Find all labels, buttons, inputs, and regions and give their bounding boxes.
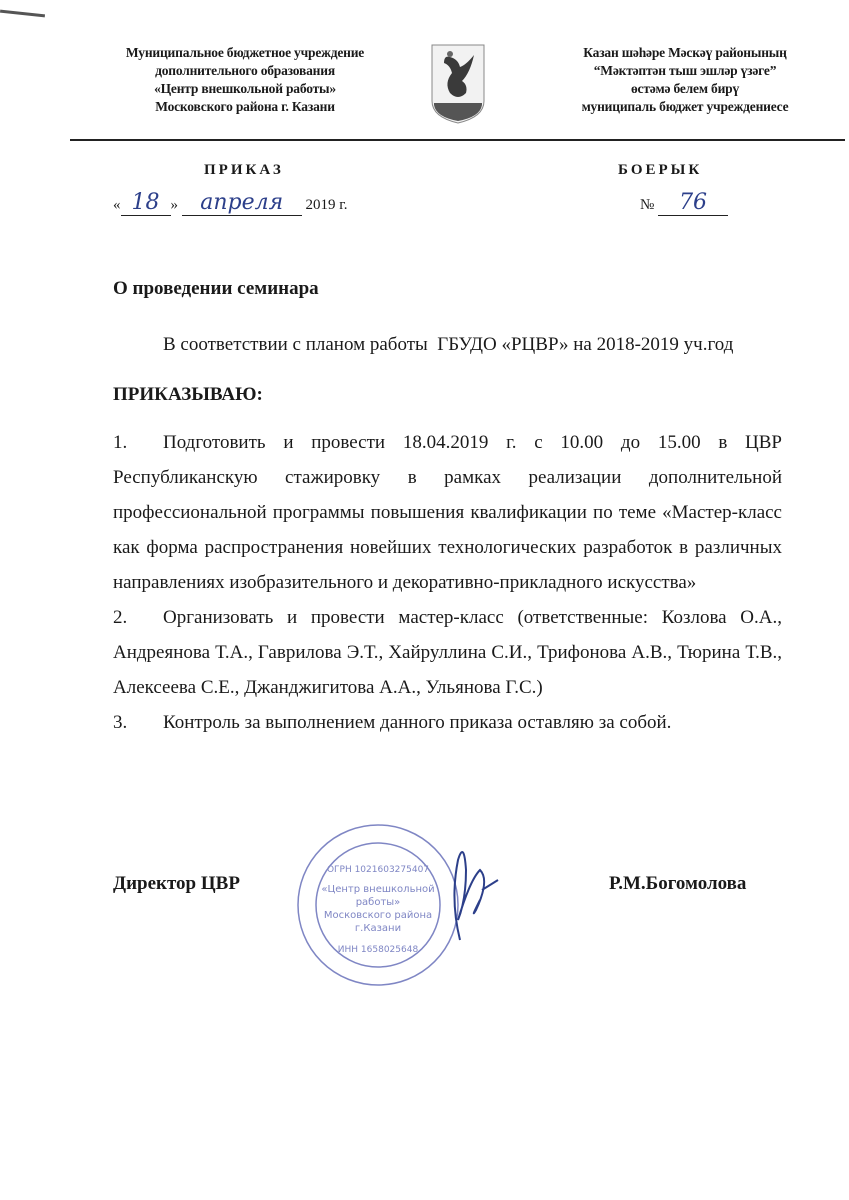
header-left-line: Муниципальное бюджетное учреждение: [125, 45, 365, 60]
signatory-position: Директор ЦВР: [113, 873, 240, 894]
header-left-line: дополнительного образования: [155, 63, 335, 78]
preamble: В соответствии с планом работы ГБУДО «РЦВР» на 2018-2019 уч.год: [163, 334, 734, 355]
header-right-line: Казан шәһәре Мәскәү районының: [583, 45, 787, 60]
stamp-line: Московского района: [323, 910, 433, 921]
header-right-line: “Мәктәптән тыш эшләр үзәге”: [593, 63, 777, 78]
order-title-ru: ПРИКАЗ: [204, 162, 284, 178]
scan-artifact: [0, 10, 45, 18]
stamp-line: работы»: [355, 897, 401, 908]
directive: ПРИКАЗЫВАЮ:: [113, 384, 263, 405]
date-year: 2019 г.: [305, 197, 348, 213]
header-right-line: муниципаль бюджет учреждениесе: [581, 99, 789, 114]
list-item: [113, 705, 782, 740]
item-text: Контроль за выполнением данного приказа оставляю за собой.: [163, 712, 672, 733]
quote: «: [113, 197, 121, 213]
coat-of-arms-emblem: [430, 43, 486, 125]
date-month: апреля: [182, 190, 302, 216]
order-title-tt: БОЕРЫК: [618, 162, 703, 178]
order-items: [113, 425, 782, 740]
stamp-line: «Центр внешкольной: [321, 884, 435, 895]
item-text: Подготовить и провести 18.04.2019 г. с 10.00 до 15.00 в ЦВР Республиканскую стажировку в рамках реализации дополнительной профессиональной программы повышения квалификации по теме «Мастер-класс как форма распространения новейших технологических разработок в различных направлениях изобразительного и декоративно-прикладного искусства»: [113, 432, 782, 593]
subject: О проведении семинара: [113, 278, 319, 299]
list-item: [113, 425, 782, 600]
handwritten-signature: [440, 840, 500, 950]
stamp-ogrn: ОГРН 1021603275407: [326, 865, 430, 875]
header-left-line: «Центр внешкольной работы»: [154, 81, 336, 96]
date-day: 18: [121, 190, 171, 216]
order-number: [640, 190, 728, 216]
number-value: 76: [658, 190, 728, 216]
signatory-name: Р.М.Богомолова: [609, 873, 747, 894]
item-text: Организовать и провести мастер-класс (ответственные: Козлова О.А., Андреянова Т.А., Гаврилова Э.Т., Хайруллина С.И., Трифонова А.В., Тюрина Т.В., Алексеева С.Е., Джанджигитова А.А., Ульянова Г.С.): [113, 607, 782, 698]
order-date: [113, 190, 347, 216]
quote: »: [170, 197, 178, 213]
item-number: 2.: [113, 607, 128, 628]
list-item: [113, 600, 782, 705]
header-right-line: өстәмә белем бирү: [630, 81, 739, 96]
official-stamp: [293, 820, 463, 990]
item-number: 1.: [113, 432, 128, 453]
stamp-line: г.Казани: [354, 923, 402, 934]
stamp-inn: ИНН 1658025648: [337, 945, 419, 955]
number-label: №: [640, 197, 655, 213]
header-divider: [70, 139, 845, 141]
header-left-line: Московского района г. Казани: [155, 99, 335, 114]
header-right: [540, 44, 830, 116]
item-number: 3.: [113, 712, 128, 733]
header-left: [85, 44, 405, 116]
